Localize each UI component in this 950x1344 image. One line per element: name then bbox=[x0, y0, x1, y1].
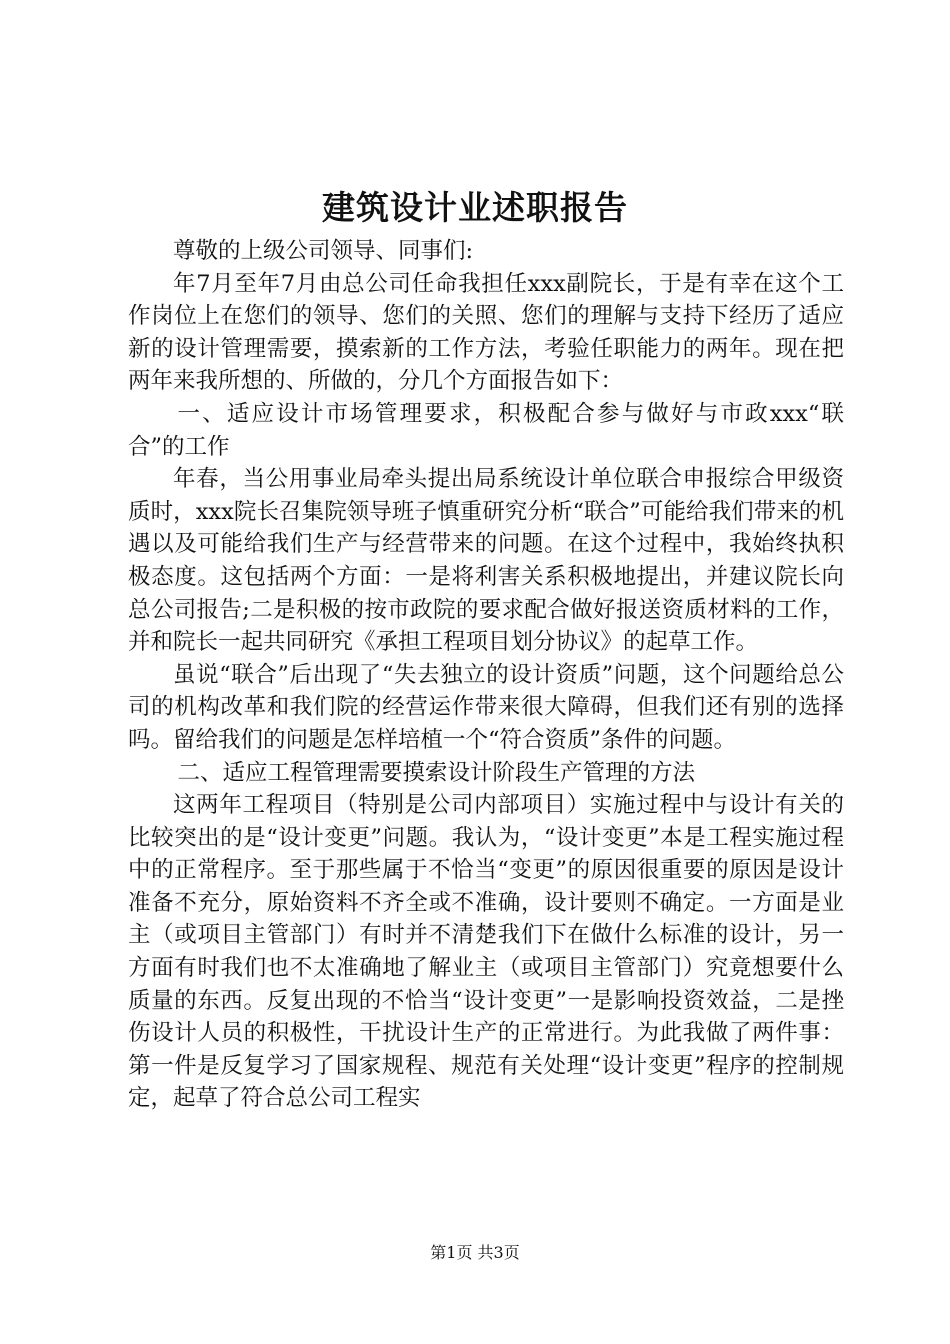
intro-paragraph: 年7月至年7月由总公司任命我担任xxx副院长，于是有幸在这个工作岗位上在您们的领导、您们的关照、您们的理解与支持下经历了适应新的设计管理需要，摸索新的工作方法，考验任职能力的两年。现在把两年来我所想的、所做的，分几个方面报告如下： bbox=[128, 270, 844, 395]
document-title: 建筑设计业述职报告 bbox=[322, 188, 628, 227]
section-1-paragraph-2: 虽说“联合”后出现了“失去独立的设计资质”问题，这个问题给总公司的机构改革和我们院的经营运作带来很大障碍，但我们还有别的选择吗。留给我们的问题是怎样培植一个“符合资质”条件的问题。 bbox=[128, 661, 844, 753]
section-1-paragraph-1: 年春，当公用事业局牵头提出局系统设计单位联合申报综合甲级资质时，xxx院长召集院领导班子慎重研究分析“联合”可能给我们带来的机遇以及可能给我们生产与经营带来的问题。在这个过程中，我始终执积极态度。这包括两个方面：一是将利害关系积极地提出，并建议院长向总公司报告;二是积极的按市政院的要求配合做好报送资质材料的工作，并和院长一起共同研究《承担工程项目划分协议》的起草工作。 bbox=[128, 466, 844, 656]
salutation-paragraph: 尊敬的上级公司领导、同事们: bbox=[173, 238, 474, 264]
section-heading-1: 一、适应设计市场管理要求，积极配合参与做好与市政xxx“联合”的工作 bbox=[128, 400, 844, 460]
section-heading-2: 二、适应工程管理需要摸索设计阶段生产管理的方法 bbox=[177, 759, 696, 786]
page-number-footer: 第1页 共3页 bbox=[430, 1243, 520, 1262]
document-body bbox=[128, 235, 844, 1115]
section-2-paragraph-1: 这两年工程项目（特别是公司内部项目）实施过程中与设计有关的比较突出的是“设计变更”问题。我认为，“设计变更”本是工程实施过程中的正常程序。至于那些属于不恰当“变更”的原因很重要的原因是设计准备不充分，原始资料不齐全或不准确，设计要则不确定。一方面是业主（或项目主管部门）有时并不清楚我们下在做什么标准的设计，另一方面有时我们也不太准确地了解业主（或项目主管部门）究竟想要什么质量的东西。反复出现的不恰当“设计变更”一是影响投资效益，二是挫伤设计人员的积极性，干扰设计生产的正常进行。为此我做了两件事：第一件是反复学习了国家规程、规范有关处理“设计变更”程序的控制规定，起草了符合总公司工程实 bbox=[128, 792, 844, 1112]
